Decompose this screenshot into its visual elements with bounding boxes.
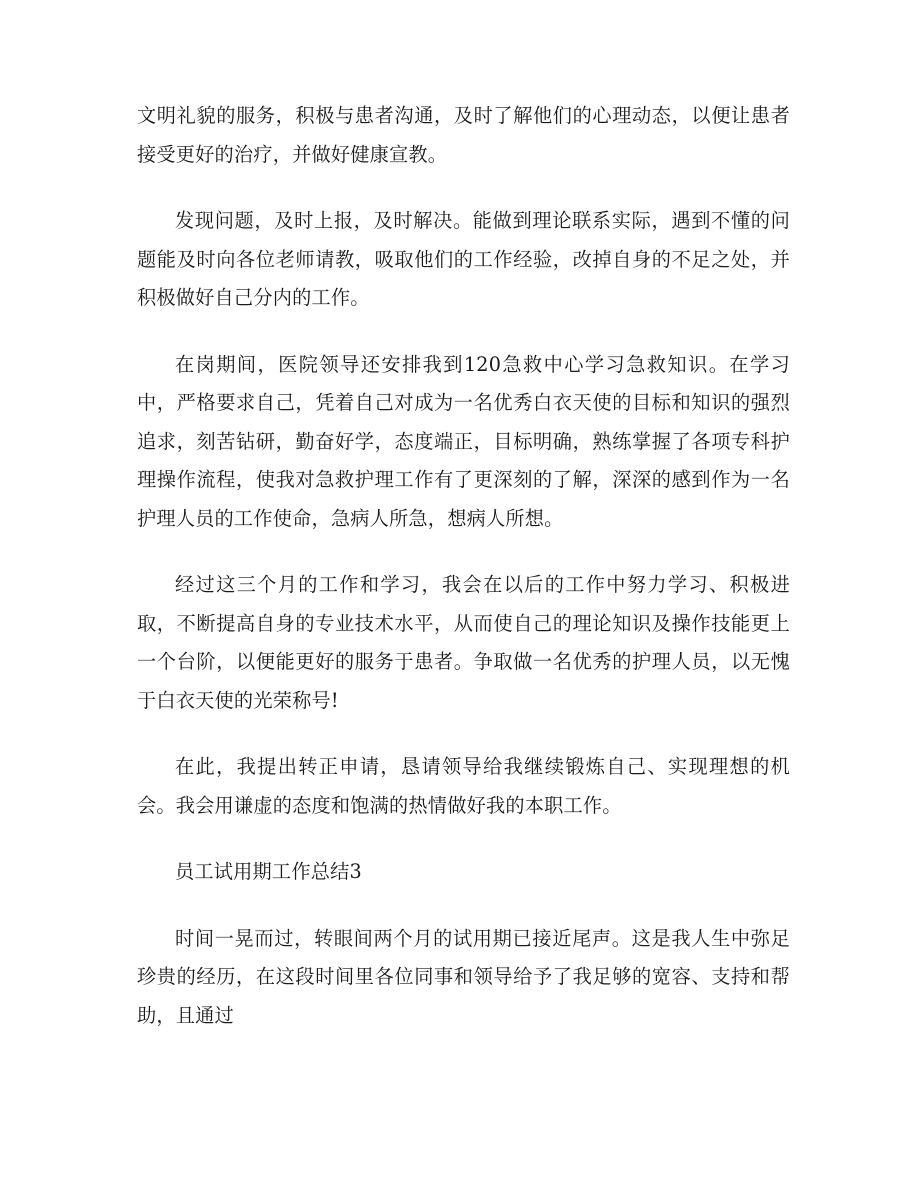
paragraph-problem-solving: 发现问题，及时上报，及时解决。能做到理论联系实际，遇到不懂的问题能及时向各位老师请教，吸取他们的工作经验，改掉自身的不足之处，并积极做好自己分内的工作。 (137, 209, 790, 309)
paragraph-future-commitment: 经过这三个月的工作和学习，我会在以后的工作中努力学习、积极进取，不断提高自身的专业技术水平，从而使自己的理论知识及操作技能更上一个台阶，以便能更好的服务于患者。争取做一名优秀的护理人员，以无愧于白衣天使的光荣称号! (137, 573, 790, 712)
paragraph-trial-summary-intro: 时间一晃而过，转眼间两个月的试用期已接近尾声。这是我人生中弥足珍贵的经历，在这段时间里各位同事和领导给予了我足够的宽容、支持和帮助，且通过 (137, 926, 790, 1027)
paragraph-application-request: 在此，我提出转正申请，恳请领导给我继续锻炼自己、实现理想的机会。我会用谦虚的态度和饱满的热情做好我的本职工作。 (137, 755, 790, 817)
paragraph-continuation: 文明礼貌的服务，积极与患者沟通，及时了解他们的心理动态，以便让患者接受更好的治疗，并做好健康宣教。 (137, 104, 790, 166)
section-heading: 员工试用期工作总结3 (175, 860, 362, 883)
paragraph-emergency-training: 在岗期间，医院领导还安排我到120急救中心学习急救知识。在学习中，严格要求自己，凭着自己对成为一名优秀白衣天使的目标和知识的强烈追求，刻苦钻研，勤奋好学，态度端正，目标明确，熟练掌握了各项专科护理操作流程，使我对急救护理工作有了更深刻的了解，深深的感到作为一名护理人员的工作使命，急病人所急，想病人所想。 (137, 352, 790, 530)
